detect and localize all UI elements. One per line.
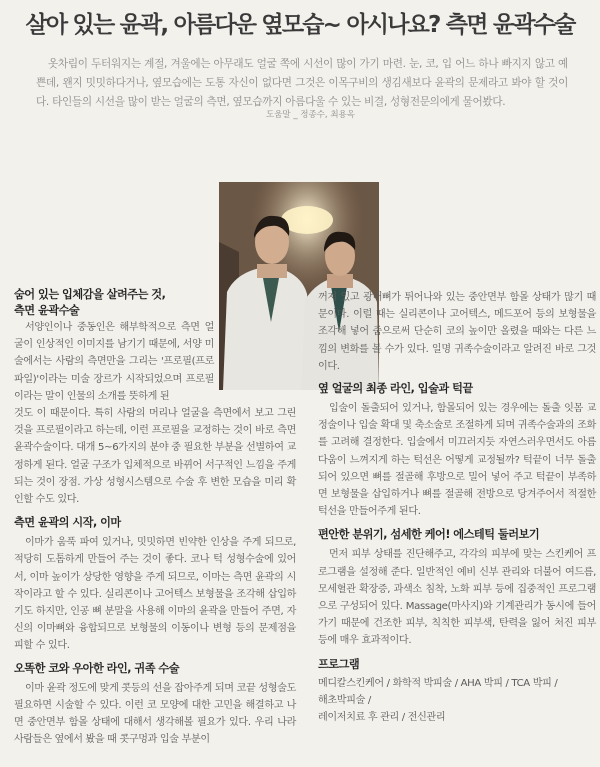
section-heading-lips-chin: 옆 얼굴의 최종 라인, 입술과 턱끝: [318, 382, 473, 396]
right-column: [318, 289, 596, 726]
program-line: 레이저치료 후 관리 / 전신관리: [318, 712, 446, 724]
byline: 도움말 _ 정종수, 최용옥: [266, 110, 355, 120]
section-heading-forehead: 측면 윤곽의 시작, 이마: [14, 516, 121, 530]
page-title: 살아 있는 윤곽, 아름다운 옆모습~ 아시나요? 측면 윤곽수술: [25, 12, 575, 38]
section-body-forehead: 이마가 움푹 파여 있거나, 밋밋하면 빈약한 인상을 주게 되므로, 적당히 도톰하게 만들어 주는 것이 좋다. 코나 턱 성형수술에 있어서, 이마 높이가 상당한 영향을 주게 되므로, 이마는 측면 윤곽의 시작이라고 할 수 있다. 실리콘이나 고어텍스 보형물을 조각해 삽입하기도 하지만, 인공 뼈 분말을 사용해 이마의 윤곽을 만들어 주면, 자신의 이마뼈와 융합되므로 보형물의 이동이나 변형 등의 문제점을 피할 수 있다.: [14, 537, 296, 652]
section-body-nose: 이마 윤곽 정도에 맞게 콧등의 선을 잡아주게 되며 코끝 성형술도 필요하면 시술할 수 있다. 이런 코 모양에 대한 고민을 해결하고 나면 중안면부 함몰 상태에 대해서 생각해볼 필요가 있다. 우리 나라 사람들은 옆에서 봤을 때 콧구멍과 입술 부분이: [14, 682, 296, 746]
section-body-nose-continued: 꺼져 있고 광대뼈가 튀어나와 있는 중안면부 함몰 상태가 많기 때문이다. 이럴 때는 실리콘이나 고어텍스, 메드포어 등의 보형물을 조각해 넣어 줌으로써 단순히 코의 높이만 올렸을 때와는 다른 느낌의 변화를 볼 수가 있다. 일명 귀족수술이라고 알려진 바로 그것이다.: [318, 292, 596, 372]
section-heading-contour: 숨어 있는 입체감을 살려주는 것, 측면 윤곽수술: [14, 288, 166, 317]
section-heading-esthetic: 편안한 분위기, 섬세한 케어! 에스테틱 둘러보기: [318, 528, 540, 542]
lead-paragraph: 옷차림이 두터워지는 계절, 겨울에는 아무래도 얼굴 쪽에 시선이 많이 가기 마련. 눈, 코, 입 어느 하나 빠지지 않고 예쁜데, 왠지 밋밋하다거나, 옆모습에는 도통 자신이 없다면 그것은 이목구비의 생김새보다 윤곽의 문제라고 봐야 할 것이다. 타인들의 시선을 많이 받는 얼굴의 측면, 옆모습까지 아름다울 수 있는 비결, 성형전문의에게 물어봤다.: [36, 58, 568, 109]
section-body-contour-b: 것도 이 때문이다. 특히 사람의 머리나 얼굴을 측면에서 보고 그린 것을 프로필이라고 하는데, 이런 프로필을 교정하는 것이 바로 측면 윤곽수술이다. 대개 5~6가지의 분야 중 필요한 부분을 선별하여 교정하게 된다. 얼굴 구조가 입체적으로 바뀌어 서구적인 느낌을 주게 되는 것이 장점. 가상 성형시스템으로 수술 후 변한 모습을 미리 확인할 수도 있다.: [14, 408, 296, 506]
section-body-esthetic: 먼저 피부 상태를 진단해주고, 각각의 피부에 맞는 스킨케어 프로그램을 설정해 준다. 일반적인 예비 신부 관리와 더불어 여드름, 모세혈관 확장증, 과색소 침착, 노화 피부 등에 집중적인 프로그램으로 구성되어 있다. Massage(마사지)와 기계관리가 동시에 들어가기 때문에 건조한 피부, 칙칙한 피부색, 탄력을 잃어 처진 피부 등에 매우 효과적이다.: [318, 549, 596, 647]
program-line: 메디칼스킨케어 / 화학적 박피술 / AHA 박피 / TCA 박피 /: [318, 677, 558, 689]
section-body-lips-chin: 입술이 돌출되어 있거나, 함몰되어 있는 경우에는 돌출 잇몸 교정술이나 입술 확대 및 축소술로 조절하게 되며 귀족수술과의 조화를 고려해 결정한다. 입술에서 미끄러지듯 자연스러우면서도 아름다움이 느껴지게 하는 턱선은 어떻게 교정될까? 턱끝이 너무 돌출되어 있으면 뼈를 절골해 후방으로 밀어 넣어 주고 턱끝이 부족하면 보형물을 삽입하거나 뼈를 절골해 전방으로 당겨주어서 적절한 턱선을 만들어주게 된다.: [318, 403, 596, 518]
left-column: [14, 287, 296, 748]
section-heading-nose: 오똑한 코와 우아한 라인, 귀족 수술: [14, 661, 180, 675]
program-list: [318, 675, 596, 727]
program-heading: 프로그램: [318, 657, 360, 671]
section-body-contour-a: 서양인이나 중동인은 해부학적으로 측면 얼굴이 인상적인 이미지를 남기기 때문에, 서양 미술에서는 사람의 측면만을 그리는 '프로필(프로파일)'이라는 미술 장르가 시작되었으며 프로필이라는 말이 인물의 소개를 뜻하게 된: [14, 322, 214, 402]
program-line: 해초박피술 /: [318, 694, 371, 706]
